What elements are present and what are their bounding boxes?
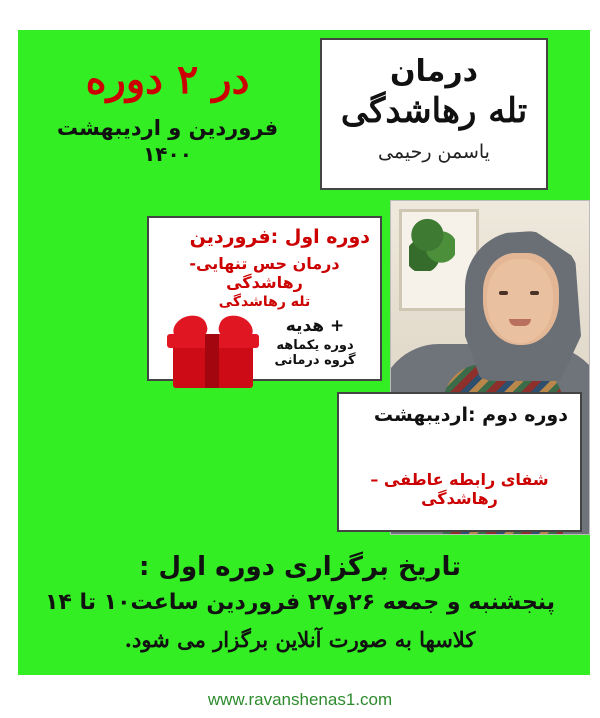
- photo-face: [487, 259, 553, 343]
- schedule-detail: پنجشنبه و جمعه ۲۶و۲۷ فروردین ساعت۱۰ تا ۱۴: [44, 590, 556, 615]
- title-card: [320, 38, 548, 190]
- photo-eye-right: [530, 291, 539, 295]
- photo-eye-left: [499, 291, 508, 295]
- headline-main: در ۲ دوره: [85, 56, 250, 103]
- title-line-1: درمان: [389, 54, 479, 89]
- presenter-name: یاسمن رحیمی: [378, 141, 490, 163]
- website-link[interactable]: www.ravanshenas1.com: [207, 690, 393, 709]
- course-one-subject: درمان حس تنهایی- رهاشدگی: [189, 254, 340, 292]
- course-two-heading: دوره دوم :اردیبهشت: [373, 404, 568, 426]
- photo-plant: [409, 211, 455, 271]
- gift-label: + هدیه: [285, 316, 345, 336]
- photo-mouth: [509, 319, 531, 326]
- course-one-heading: دوره اول :فروردین: [189, 226, 370, 248]
- headline-year: ۱۴۰۰: [143, 142, 192, 167]
- right-white-strip: [590, 30, 600, 675]
- gift-area: [159, 312, 370, 396]
- schedule-note: کلاسها به صورت آنلاین برگزار می شود.: [124, 627, 476, 652]
- schedule-title: تاریخ برگزاری دوره اول :: [139, 552, 461, 582]
- course-one-subject-secondary: تله رهاشدگی: [218, 294, 311, 310]
- title-line-2: تله رهاشدگی: [340, 91, 528, 131]
- course-two-subject: شفای رابطه عاطفی – رهاشدگی: [370, 470, 549, 508]
- left-white-strip: [0, 30, 18, 675]
- gift-line-2: گروه درمانی: [274, 353, 356, 368]
- gift-line-1: دوره یکماهه: [276, 338, 354, 353]
- headline-block: [35, 58, 300, 166]
- gift-text-block: [260, 316, 370, 368]
- gift-box-icon: [167, 314, 259, 390]
- schedule-block: [18, 552, 582, 652]
- course-two-card: [337, 392, 582, 532]
- footer-bar: [0, 682, 600, 718]
- headline-months: فروردین و اردیبهشت: [56, 116, 279, 140]
- gift-box-ribbon: [205, 334, 219, 388]
- course-one-card: [147, 216, 382, 381]
